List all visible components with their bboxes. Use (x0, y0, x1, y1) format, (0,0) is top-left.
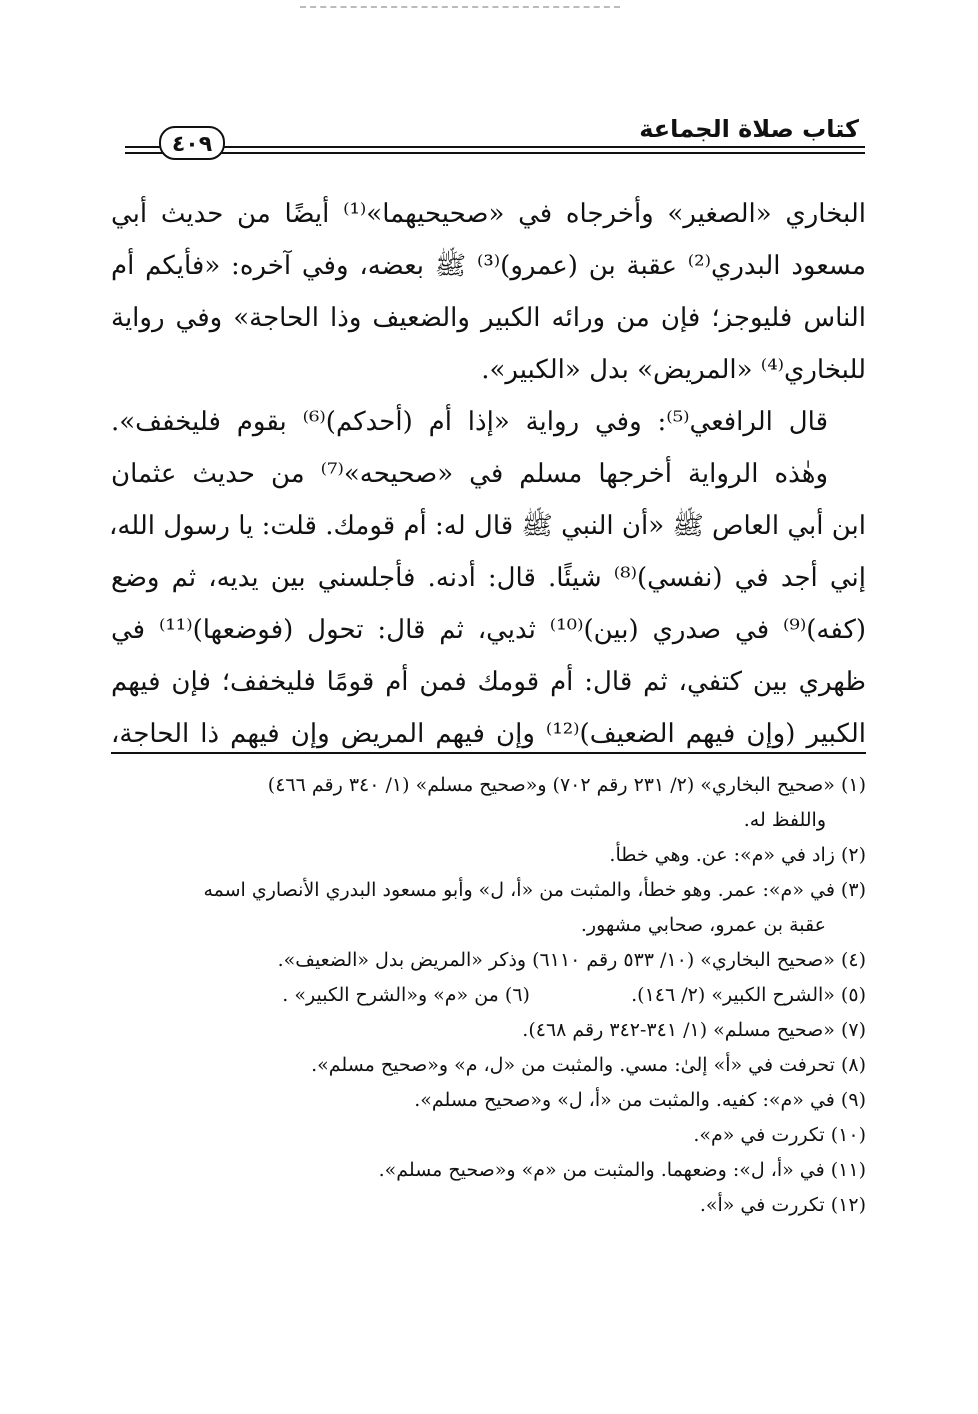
text-line: (كفه)⁽⁹⁾ في صدري (بين)⁽¹⁰⁾ ثديي، ثم قال: تحول (فوضعها)⁽¹¹⁾ في (111, 615, 866, 645)
top-scan-mark (300, 6, 620, 8)
footnote-8: (٨) تحرفت في «أ» إلىٰ: مسي. والمثبت من «ل، م» و«صحيح مسلم». (311, 1054, 866, 1076)
text-line: البخاري «الصغير» وأخرجاه في «صحيحيهما»⁽¹⁾ أيضًا من حديث أبي (111, 199, 866, 229)
text-line: ظهري بين كتفي، ثم قال: أم قومك فمن أم قومًا فليخفف؛ فإن فيهم (111, 667, 866, 697)
text-line: للبخاري⁽⁴⁾ «المريض» بدل «الكبير». (481, 355, 866, 385)
header-rule-bottom (125, 152, 865, 154)
footnote-10: (١٠) تكررت في «م». (693, 1124, 866, 1146)
footnote-1-line-1: (١) «صحيح البخاري» (٢/ ٢٣١ رقم ٧٠٢) و«صحيح مسلم» (١/ ٣٤٠ رقم ٤٦٦) (267, 774, 866, 796)
footnote-3-line-2: عقبة بن عمرو، صحابي مشهور. (580, 914, 826, 936)
footnote-row-5-6 (111, 978, 866, 1013)
footnote-2: (٢) زاد في «م»: عن. وهي خطأ. (609, 844, 866, 866)
footnote-7: (٧) «صحيح مسلم» (١/ ٣٤١-٣٤٢ رقم ٤٦٨). (522, 1019, 866, 1041)
footnote-4: (٤) «صحيح البخاري» (١٠/ ٥٣٣ رقم ٦١١٠) وذكر «المريض بدل «الضعيف». (277, 949, 866, 971)
main-text (108, 188, 866, 760)
footnote-11: (١١) في «أ، ل»: وضعهما. والمثبت من «م» و«صحيح مسلم». (378, 1159, 866, 1181)
footnote-3 (111, 873, 866, 943)
footnote-5: (٥) «الشرح الكبير» (٢/ ١٤٦). (631, 984, 866, 1006)
page-header (125, 112, 865, 160)
text-line: الناس فليوجز؛ فإن من ورائه الكبير والضعيف وذا الحاجة» وفي رواية (111, 303, 866, 333)
footnote-9: (٩) في «م»: كفيه. والمثبت من «أ، ل» و«صحيح مسلم». (414, 1089, 866, 1111)
footnote-separator (111, 752, 866, 754)
text-line: وهٰذه الرواية أخرجها مسلم في «صحيحه»⁽⁷⁾ من حديث عثمان (111, 459, 829, 489)
text-line: إني أجد في (نفسي)⁽⁸⁾ شيئًا. قال: أدنه. فأجلسني بين يديه، ثم وضع (111, 563, 866, 593)
footnote-6: (٦) من «م» و«الشرح الكبير» . (282, 984, 530, 1006)
footnote-12: (١٢) تكررت في «أ». (699, 1194, 866, 1216)
text-line: الكبير (وإن فيهم الضعيف)⁽¹²⁾ وإن فيهم المريض وإن فيهم ذا الحاجة، (111, 719, 866, 749)
footnote-3-line-1: (٣) في «م»: عمر. وهو خطأ، والمثبت من «أ، ل» وأبو مسعود البدري الأنصاري اسمه (203, 879, 866, 901)
text-line: قال الرافعي⁽⁵⁾: وفي رواية «إذا أم (أحدكم)⁽⁶⁾ بقوم فليخفف». (111, 407, 829, 437)
text-line: ابن أبي العاص ﷺ «أن النبي ﷺ قال له: أم قومك. قلت: يا رسول الله، (108, 511, 866, 541)
footnote-1 (111, 768, 866, 838)
text-line: مسعود البدري⁽²⁾ عقبة بن (عمرو)⁽³⁾ ﷺ بعضه، وفي آخره: «فأيكم أم (111, 251, 866, 281)
book-title: كتاب صلاة الجماعة (639, 115, 859, 143)
header-rule-top (125, 146, 865, 148)
footnote-1-line-2: واللفظ له. (743, 809, 826, 831)
page-number: ٤٠٩ (159, 126, 225, 160)
footnotes (111, 768, 866, 1223)
